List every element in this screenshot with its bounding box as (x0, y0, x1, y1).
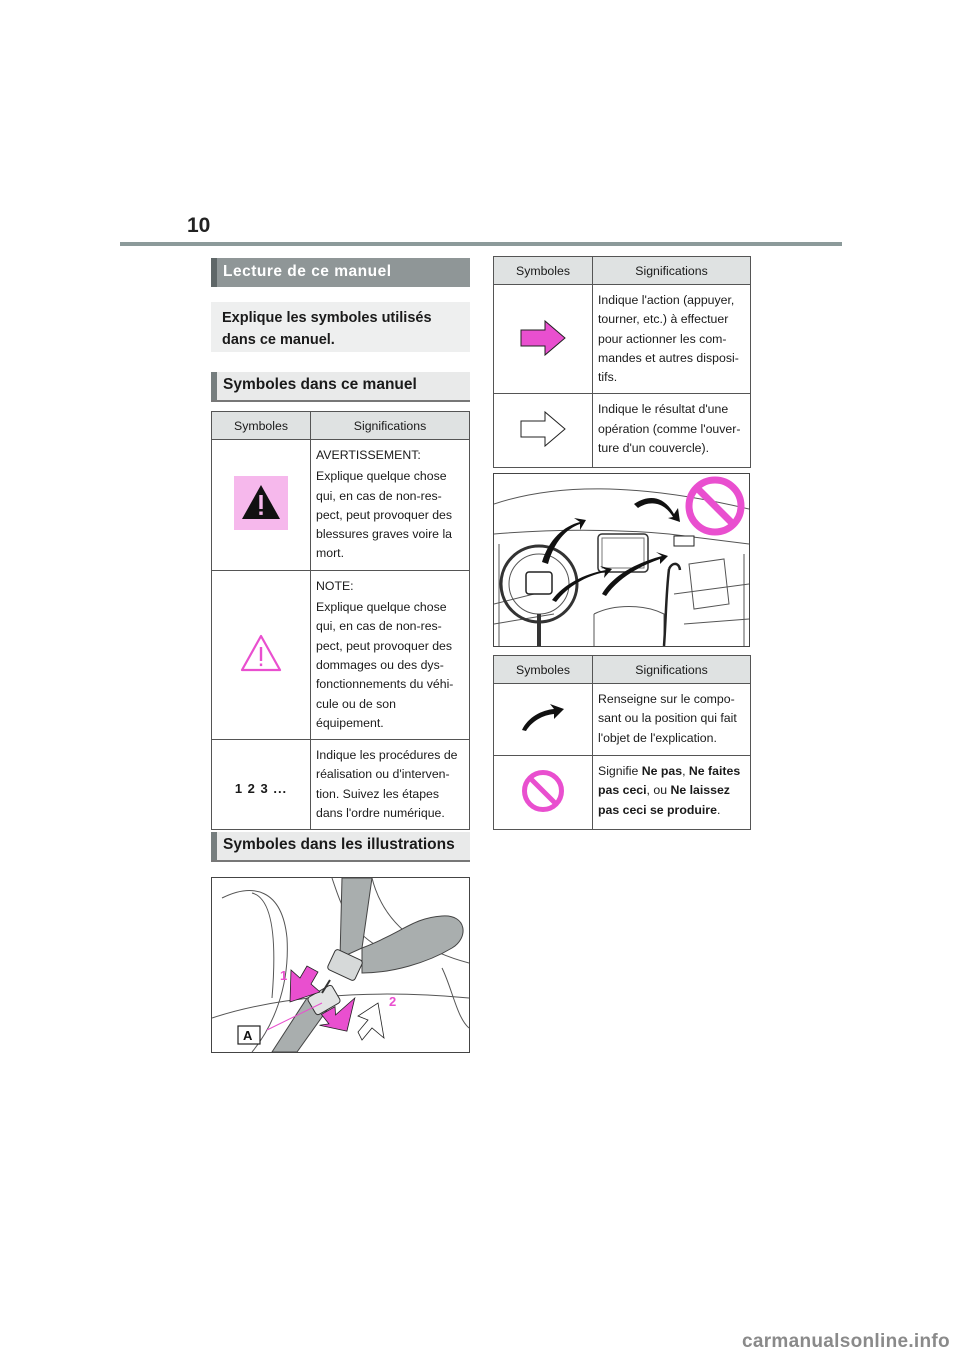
meaning-text (316, 598, 465, 733)
col-header-meanings: Significations (593, 656, 751, 684)
symbol-cell (212, 570, 311, 739)
symbol-cell (212, 440, 311, 571)
callout-2: 2 (389, 994, 397, 1009)
meaning-cell (593, 756, 751, 830)
page-number: 10 (187, 214, 211, 237)
symbols-table (211, 411, 470, 830)
col-header-symbols: Symboles (494, 257, 593, 285)
meaning-text-a: Explique quelque chose qui, en cas de non-res- (316, 469, 447, 503)
step-numbers-icon: 1 2 3 ... (234, 781, 288, 797)
location-arrow-icon (518, 703, 568, 733)
prohibition-icon (520, 768, 566, 814)
table-row (212, 570, 470, 739)
section-title: Lecture de ce manuel (211, 258, 470, 287)
result-arrow-icon (519, 410, 567, 448)
callout-1: 1 (280, 968, 288, 983)
intro-box (211, 302, 470, 352)
meaning-heading: AVERTISSEMENT: (316, 448, 421, 462)
meaning-text-a: Explique quelque chose qui, en cas de non-res- (316, 600, 447, 634)
symbol-cell (494, 394, 593, 468)
table-row (212, 440, 470, 571)
intro-line-1: Explique les symboles utilisés (222, 310, 432, 326)
meaning-bold-3: Ne laissez pas ceci se produire (598, 783, 730, 817)
symbols-heading: Symboles dans ce manuel (211, 372, 470, 402)
meaning-sep-2: , ou (646, 783, 671, 798)
warning-triangle-icon (234, 476, 288, 530)
meaning-cell: Indique l'action (appuyer, tourner, etc.) à effectuer pour actionner les com-mandes et autres disposi-tifs. (593, 285, 751, 394)
table-row (212, 740, 470, 830)
illustration-symbols-table (493, 655, 751, 830)
col-header-symbols: Symboles (494, 656, 593, 684)
meaning-cell (311, 740, 470, 830)
meaning-text: Indique les procédures de réalisation ou d'interven-tion. Suivez les étapes dans l'ordre numérique. (316, 748, 458, 821)
watermark: carmanualsonline.info (742, 1331, 950, 1352)
meaning-text-b: pect, peut provoquer des blessures graves voire la mort. (316, 507, 453, 561)
action-arrow-icon (519, 319, 567, 357)
table-row (494, 285, 751, 394)
table-header-row (494, 257, 751, 285)
header-rule (120, 242, 842, 246)
table-row (494, 394, 751, 468)
symbol-cell (494, 285, 593, 394)
meaning-cell: Indique le résultat d'une opération (comme l'ouver-ture d'un couvercle). (593, 394, 751, 468)
meaning-prefix: Signifie (598, 764, 642, 778)
symbol-cell (494, 756, 593, 830)
table-header-row (494, 656, 751, 684)
meaning-cell (311, 440, 470, 571)
seatbelt-illustration (211, 877, 470, 1053)
meaning-cell: Renseigne sur le compo-sant ou la position qui fait l'objet de l'explication. (593, 684, 751, 756)
meaning-heading: NOTE: (316, 578, 354, 593)
table-row (494, 756, 751, 830)
col-header-meanings: Significations (311, 412, 470, 440)
callout-A: A (243, 1028, 253, 1043)
meaning-sep-1: , (682, 764, 689, 778)
meaning-cell (311, 570, 470, 739)
meaning-bold-1: Ne pas (641, 764, 683, 778)
action-symbols-table (493, 256, 751, 468)
meaning-suffix: . (716, 802, 721, 817)
table-header-row (212, 412, 470, 440)
dashboard-illustration (493, 473, 750, 647)
col-header-meanings: Significations (593, 257, 751, 285)
meaning-bold-2: Ne faites pas ceci (598, 764, 741, 798)
intro-line-2: dans ce manuel. (222, 332, 335, 348)
table-row (494, 684, 751, 756)
symbol-cell (494, 684, 593, 756)
dashboard-drawing (494, 474, 749, 646)
notice-triangle-icon (239, 633, 283, 673)
illustrations-heading: Symboles dans les illustrations (211, 832, 470, 862)
symbol-cell (212, 740, 311, 830)
meaning-text-b: pect, peut provoquer des dommages ou des dys-fonctionnements du véhi-cule ou de son équipement. (316, 638, 454, 730)
seatbelt-drawing (212, 878, 469, 1052)
meaning-text (316, 467, 465, 563)
col-header-symbols: Symboles (212, 412, 311, 440)
